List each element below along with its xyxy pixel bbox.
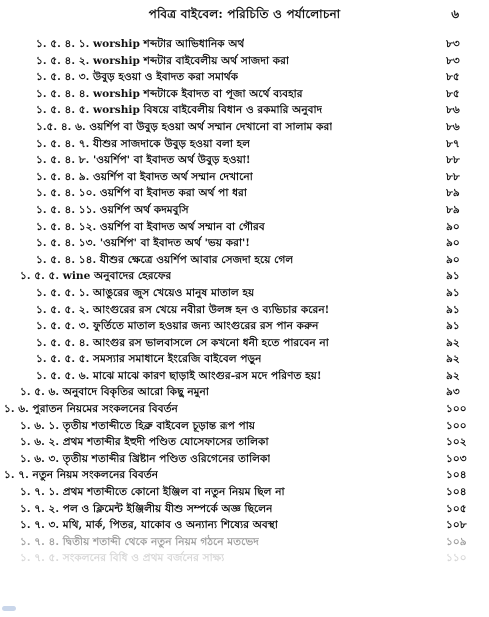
toc-entry-title: ১. ৫. ৪. ১০. ওয়র্শিপ বা ইবাদত করা অর্থ পা ধরা	[36, 187, 247, 200]
toc-entry-page: ৯২	[446, 336, 460, 349]
toc-entry	[0, 467, 489, 484]
toc-entry-title: ১. ৬. ২. প্রথম শতাব্দীর ইহুদী পণ্ডিত যোসেফাসের তালিকা	[20, 436, 269, 449]
toc-entry	[0, 501, 489, 518]
toc-entry	[0, 252, 489, 269]
toc-entry	[0, 335, 489, 352]
toc-entry-title: ১.৫. ৪. ৬. ওয়র্শিপ বা উবুড় হওয়া অর্থ সম্মান দেখানো বা সালাম করা	[36, 120, 333, 133]
toc-entry	[0, 302, 489, 319]
page-header	[0, 4, 489, 24]
toc-entry-page: ৮৯	[446, 187, 460, 200]
toc-entry	[0, 119, 489, 136]
toc-entry-title: ১. ৫. ৫. ৬. মাঝে মাঝে কারণ ছাড়াই আংগুর-রস মদে পরিণত হয়!	[36, 369, 322, 382]
toc-entry	[0, 152, 489, 169]
toc-entry-title: ১. ৫. ৪. ৭. যীশুর সাজদাকে উবুড় হওয়া বলা হল	[36, 137, 251, 150]
table-of-contents	[0, 36, 489, 567]
toc-entry-page: ১০০	[446, 419, 467, 432]
toc-entry-title: ১. ৫. ৫. wine অনুবাদের হেরফের	[20, 270, 172, 283]
toc-entry-title: ১. ৭. ২. পল ও ক্লিমেন্ট ইঞ্জিলীয় যীশু সম্পর্কে অজ্ঞ ছিলেন	[20, 502, 273, 515]
toc-entry-page: ১০৯	[446, 535, 467, 548]
toc-entry-page: ১০৮	[446, 519, 467, 532]
toc-entry-title: ১. ৭. ৫. সংকলনের বিধি ও প্রথম বর্জনের সাক্ষ্য	[20, 552, 225, 565]
toc-entry	[0, 318, 489, 335]
toc-entry-title: ১. ৬. ৩. তৃতীয় শতাব্দীর খ্রিষ্টান পণ্ডিত ওরিগেনের তালিকা	[20, 452, 271, 465]
toc-entry	[0, 169, 489, 186]
toc-entry-page: ৯০	[446, 237, 460, 250]
toc-entry-page: ৯০	[446, 220, 460, 233]
toc-entry	[0, 235, 489, 252]
toc-entry	[0, 219, 489, 236]
toc-entry-title: ১. ৫. ৪. ৯. ওয়র্শিপ বা ইবাদত অর্থ সম্মান দেখানো	[36, 170, 253, 183]
toc-entry	[0, 418, 489, 435]
scroll-indicator[interactable]	[2, 606, 16, 611]
toc-entry-page: ৮৩	[446, 38, 460, 50]
toc-entry-page: ১০৪	[446, 469, 467, 482]
toc-entry-title: ১. ৫. ৪. ১৪. যীশুর ক্ষেত্রে ওয়র্শিপ আবার সেজদা হয়ে গেল	[36, 253, 294, 266]
toc-entry	[0, 534, 489, 551]
toc-entry-title: ১. ৫. ৪. ১২. ওয়র্শিপ বা ইবাদত অর্থ সম্মান বা গৌরব	[36, 220, 265, 233]
toc-entry	[0, 351, 489, 368]
toc-entry-title: ১. ৭. ১. প্রথম শতাব্দীতে কোনো ইঞ্জিল বা নতুন নিয়ম ছিল না	[20, 486, 285, 499]
toc-entry-page: ৮৫	[446, 87, 460, 100]
toc-entry	[0, 384, 489, 401]
toc-entry	[0, 517, 489, 534]
toc-entry-title: ১. ৬. পুরাতন নিয়মের সংকলনের বিবর্তন	[4, 403, 178, 416]
toc-entry-page: ১০৫	[446, 502, 467, 515]
toc-entry-page: ৮৮	[446, 154, 460, 167]
toc-entry	[0, 53, 489, 70]
toc-entry-page: ৯২	[446, 369, 460, 382]
toc-entry-title: ১. ৫. ৪. ৩. উবুড় হওয়া ও ইবাদত করা সমার্থক	[36, 71, 239, 84]
toc-entry	[0, 268, 489, 285]
toc-entry	[0, 434, 489, 451]
toc-entry	[0, 451, 489, 468]
toc-entry-page: ৮৬	[446, 120, 460, 133]
toc-entry-title: ১. ৭. ৪. দ্বিতীয় শতাব্দী থেকে নতুন নিয়ম গঠনে মতভেদ	[20, 535, 259, 548]
running-title: পবিত্র বাইবেল: পরিচিতি ও পর্যালোচনা	[148, 7, 341, 21]
toc-entry	[0, 86, 489, 103]
toc-entry-page: ৮৮	[446, 170, 460, 183]
toc-entry-page: ৮৯	[446, 203, 460, 216]
toc-entry-page: ৯১	[446, 286, 460, 299]
toc-entry-page: ৮৫	[446, 71, 460, 84]
toc-entry-page: ৮৬	[446, 104, 460, 117]
toc-entry	[0, 102, 489, 119]
toc-entry-title: ১. ৫. ৫. ২. আংগুরের রস খেয়ে নবীরা উলঙ্গ হন ও ব্যভিচার করেন!	[36, 303, 330, 316]
toc-entry-title: ১. ৫. ৫. ১. আঙুরের জুস খেয়েও মানুষ মাতাল হয়	[36, 286, 255, 299]
toc-entry	[0, 401, 489, 418]
toc-entry-page: ৯১	[446, 320, 460, 333]
toc-entry-page: ১০৩	[446, 452, 467, 465]
toc-entry-title: ১. ৫. ৪. ১১. ওয়র্শিপ অর্থ কদমবুসি	[36, 203, 189, 216]
toc-entry-page: ৮৭	[446, 137, 460, 150]
toc-entry	[0, 136, 489, 153]
toc-entry	[0, 36, 489, 53]
toc-entry-title: ১. ৭. ৩. মথি, মার্ক, পিতর, যাকোব ও অন্যান্য শিষ্যের অবস্থা	[20, 519, 278, 532]
toc-entry-title: ১. ৫. ৪. ৪. worship শব্দটাকে ইবাদত বা পূজা অর্থে ব্যবহার	[36, 87, 303, 100]
toc-entry-page: ৯০	[446, 253, 460, 266]
toc-entry	[0, 69, 489, 86]
toc-entry-title: ১. ৫. ৪. ২. worship শব্দটার বাইবেলীয় অর্থ সাজদা করা	[36, 54, 290, 67]
toc-entry	[0, 185, 489, 202]
toc-entry-title: ১. ৫. ৪. ৫. worship বিষয়ে বাইবেলীয় বিধান ও রকমারি অনুবাদ	[36, 104, 323, 117]
toc-entry	[0, 484, 489, 501]
toc-entry	[0, 550, 489, 567]
toc-entry-title: ১. ৫. ৬. অনুবাদে বিকৃতির আরো কিছু নমুনা	[20, 386, 209, 399]
toc-entry-title: ১. ৫. ৪. ৮. 'ওয়র্শিপ' বা ইবাদত অর্থ উবুড় হওয়া!	[36, 154, 251, 167]
toc-entry-title: ১. ৫. ৫. ৪. আংগুর রস ভালবাসলে সে কখনো ধনী হতে পারবেন না	[36, 336, 329, 349]
toc-entry	[0, 202, 489, 219]
toc-entry-page: ৯১	[446, 303, 460, 316]
toc-entry-title: ১. ৭. নতুন নিয়ম সংকলনের বিবর্তন	[4, 469, 159, 482]
toc-entry-title: ১. ৫. ৪. ১. worship শব্দটার আভিধানিক অর্থ	[36, 38, 245, 50]
toc-entry-title: ১. ৫. ৫. ৩. ফুর্তিতে মাতাল হওয়ার জন্য আংগুরের রস পান করুন	[36, 320, 319, 333]
toc-entry-page: ৯২	[446, 353, 460, 366]
toc-entry-page: ১১০	[446, 552, 467, 565]
toc-entry-title: ১. ৬. ১. তৃতীয় শতাব্দীতে হিব্রু বাইবেল চূড়ান্ত রূপ পায়	[20, 419, 256, 432]
toc-entry-page: ৮৩	[446, 54, 460, 67]
toc-entry-page: ১০৪	[446, 486, 467, 499]
toc-entry-page: ৯১	[446, 270, 460, 283]
toc-entry-page: ১০২	[446, 436, 467, 449]
toc-entry	[0, 285, 489, 302]
toc-entry	[0, 368, 489, 385]
toc-entry-page: ৯৩	[446, 386, 460, 399]
toc-entry-title: ১. ৫. ৫. ৫. সমস্যার সমাধানে ইংরেজি বাইবেল পড়ুন	[36, 353, 262, 366]
toc-entry-page: ১০০	[446, 403, 467, 416]
page-number: ৬	[451, 7, 459, 21]
toc-entry-title: ১. ৫. ৪. ১৩. 'ওয়র্শিপ' বা ইবাদত অর্থ 'ভয় করা'!	[36, 237, 250, 250]
